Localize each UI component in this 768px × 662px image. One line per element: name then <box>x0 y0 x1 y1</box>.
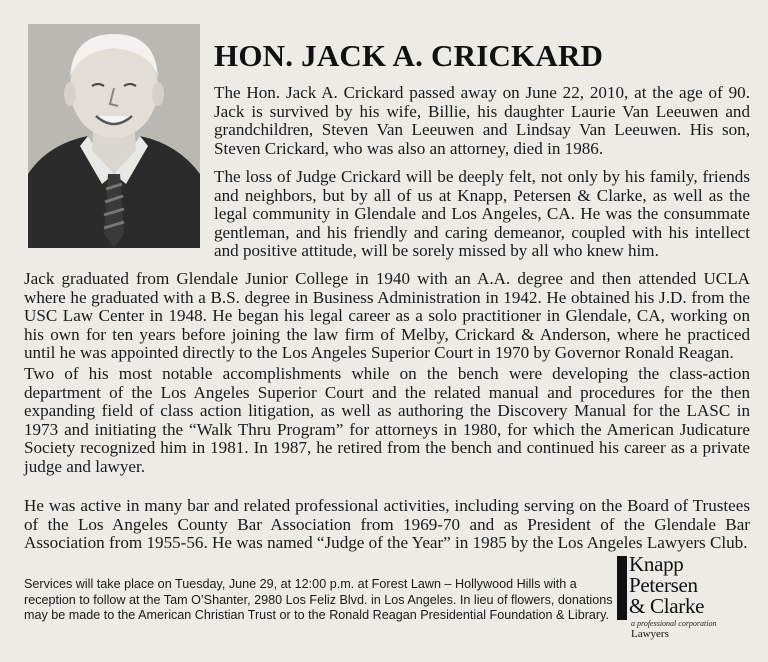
services-notice: Services will take place on Tuesday, June 29, at 12:00 p.m. at Forest Lawn – Hollywood Hills with a reception to follow at the Tam O’Shanter, 2980 Los Feliz Blvd. in Los Angeles. In lieu of flowers, donations may be made to the American Christian Trust or to the Ronald Reagan Presidential Foundation & Library. <box>24 577 613 622</box>
paragraph-bar-activities: He was active in many bar and related professional activities, including serving on the Board of Trustees of the Los Angeles County Bar Association from 1969-70 and as President of the Glendale Bar Association from 1955-56. He was named “Judge of the Year” in 1985 by the Los Angeles Lawyers Club. <box>24 496 750 552</box>
page-title: HON. JACK A. CRICKARD <box>214 38 604 73</box>
logo-line-3: & Clarke <box>629 594 705 618</box>
logo-tagline: a professional corporation <box>631 619 717 628</box>
paragraph-accomplishments: Two of his most notable accomplishments while on the bench were developing the class-action department of the Los Angeles Superior Court and the related manual and procedures for the then expanding field of class action litigation, as well as authoring the Discovery Manual for the LASC in 1973 and initiating the “Walk Thru Program” for attorneys in 1980, for which the American Judicature Society recognized him in 1981. In 1987, he retired from the bench and continued his career as a private judge and lawyer. <box>24 364 750 476</box>
logo-subtitle: Lawyers <box>631 628 669 640</box>
logo-line-2: Petersen <box>629 573 698 597</box>
portrait-photo <box>28 24 200 248</box>
logo-bar-mark <box>617 556 627 620</box>
portrait-illustration <box>28 24 200 248</box>
firm-logo <box>613 550 763 640</box>
paragraph-tribute: The loss of Judge Crickard will be deeply felt, not only by his family, friends and neighbors, but by all of us at Knapp, Petersen & Clarke, as well as the legal community in Glendale and Los Angeles, CA. He was the consummate gentleman, and his friendly and caring demeanor, coupled with his intellect and positive attitude, will be sorely missed by all who knew him. <box>214 167 750 260</box>
logo-line-1: Knapp <box>629 552 684 576</box>
paragraph-survivors: The Hon. Jack A. Crickard passed away on June 22, 2010, at the age of 90. Jack is survived by his wife, Billie, his daughter Laurie Van Leeuwen and grandchildren, Steven Van Leeuwen and Lindsay Van Leeuwen. His son, Steven Crickard, who was also an attorney, died in 1986. <box>214 83 750 158</box>
paragraph-career: Jack graduated from Glendale Junior College in 1940 with an A.A. degree and then attended UCLA where he graduated with a B.S. degree in Business Administration in 1942. He obtained his J.D. from the USC Law Center in 1948. He began his legal career as a solo practitioner in Glendale, CA, working on his own for ten years before joining the law firm of Melby, Crickard & Anderson, where he practiced until he was appointed directly to the Los Angeles Superior Court in 1970 by Governor Ronald Reagan. <box>24 269 750 362</box>
